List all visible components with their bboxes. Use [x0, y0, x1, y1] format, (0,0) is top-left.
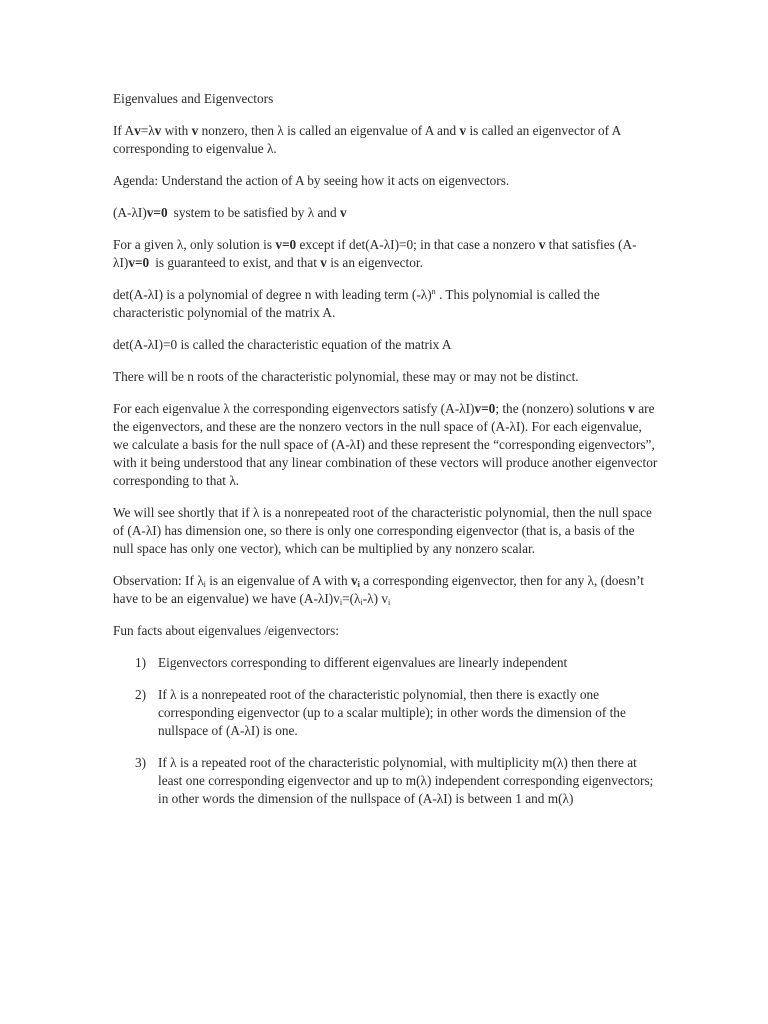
text: is guaranteed to exist, and that — [155, 255, 321, 270]
fun-facts-list — [113, 654, 658, 808]
document-title: Eigenvalues and Eigenvectors — [113, 91, 274, 106]
text: det(A-λI) is a polynomial of degree n with leading term (-λ) — [113, 287, 432, 302]
document-page — [113, 90, 658, 822]
paragraph-roots: There will be n roots of the characteristic polynomial, these may or may not be distinct. — [113, 369, 579, 384]
text: For each eigenvalue λ the corresponding eigenvectors satisfy (A-λI) — [113, 401, 475, 416]
text: -λ) v — [362, 591, 388, 606]
list-number: 3) — [135, 755, 147, 770]
text: is an eigenvalue of A with — [205, 573, 352, 588]
vector-v: v — [351, 573, 358, 588]
text: ; the (nonzero) solutions — [495, 401, 629, 416]
text: For a given λ, only solution is — [113, 237, 276, 252]
subscript: i — [387, 598, 391, 607]
text: =(λ — [342, 591, 361, 606]
text: (A-λI) — [113, 205, 147, 220]
subscript: i — [357, 580, 360, 589]
text: is an eigenvector. — [326, 255, 423, 270]
text: system to be satisfied by λ and — [173, 205, 340, 220]
paragraph-eigenvectors — [113, 400, 658, 490]
subscript: i — [360, 598, 363, 607]
vector-eq: v=0 — [474, 401, 496, 416]
list-number: 2) — [135, 687, 147, 702]
text: that satisfies (A-λI) — [113, 237, 637, 270]
vector-v: v — [134, 123, 141, 138]
subscript: i — [339, 598, 343, 607]
text: a corresponding eigenvector, then for any λ, (doesn’t have to be an eigenvalue) we have (A-λI)v — [113, 573, 644, 606]
vector-eq: v=0 — [146, 205, 168, 220]
list-item — [113, 754, 658, 808]
list-item-text: If λ is a nonrepeated root of the characteristic polynomial, then there is exactly one corresponding eigenvector (up to a scalar multiple); in other words the dimension of the nullspace of (A-λI) is one. — [158, 687, 626, 738]
subscript: i — [203, 580, 206, 589]
text: Observation: If λ — [113, 573, 204, 588]
vector-eq: v=0 — [275, 237, 297, 252]
vector-v: v — [320, 255, 327, 270]
vector-v: v — [340, 205, 347, 220]
vector-eq: v=0 — [128, 255, 150, 270]
text: =λ — [140, 123, 155, 138]
vector-v: v — [538, 237, 546, 252]
text: is called an eigenvector of A corresponding to eigenvalue λ. — [113, 123, 621, 156]
text: with — [161, 123, 192, 138]
text: If A — [113, 123, 135, 138]
vector-v: v — [191, 123, 199, 138]
paragraph-observation — [113, 572, 658, 608]
list-number: 1) — [135, 655, 147, 670]
paragraph-agenda: Agenda: Understand the action of A by seeing how it acts on eigenvectors. — [113, 173, 510, 188]
text: . This polynomial is called the characteristic polynomial of the matrix A. — [113, 287, 600, 320]
paragraph-characteristic-equation: det(A-λI)=0 is called the characteristic equation of the matrix A — [113, 337, 452, 352]
fun-facts-heading: Fun facts about eigenvalues /eigenvectors: — [113, 623, 339, 638]
text: are the eigenvectors, and these are the nonzero vectors in the null space of (A-λI). For each eigenvalue, we calculate a basis for the null space of (A-λI) and these represent the “corresponding eigenvectors”, with it being understood that any linear combination of these vectors will produce another eigenvector corresponding to that λ. — [113, 401, 658, 488]
paragraph-characteristic-polynomial — [113, 286, 658, 322]
text: nonzero, then λ is called an eigenvalue of A and — [198, 123, 460, 138]
list-item-text: Eigenvectors corresponding to different eigenvalues are linearly independent — [158, 655, 568, 670]
list-item — [113, 654, 658, 672]
vector-v: v — [459, 123, 467, 138]
paragraph-system — [113, 204, 658, 222]
paragraph-given-lambda — [113, 236, 658, 272]
vector-v: v — [628, 401, 635, 416]
paragraph-nonrepeated-root: We will see shortly that if λ is a nonrepeated root of the characteristic polynomial, then the null space of (A-λI) has dimension one, so there is only one corresponding eigenvector (that is, a basis of the null space has only one vector), which can be multiplied by any nonzero scalar. — [113, 505, 652, 556]
text: except if det(A-λI)=0; in that case a nonzero — [296, 237, 539, 252]
superscript: n — [431, 287, 436, 296]
vector-v: v — [154, 123, 162, 138]
list-item-text: If λ is a repeated root of the characteristic polynomial, with multiplicity m(λ) then there at least one corresponding eigenvector and up to m(λ) independent corresponding eigenvectors; in other words the dimension of the nullspace of (A-λI) is between 1 and m(λ) — [158, 755, 654, 806]
list-item — [113, 686, 658, 740]
paragraph-definition — [113, 122, 658, 158]
